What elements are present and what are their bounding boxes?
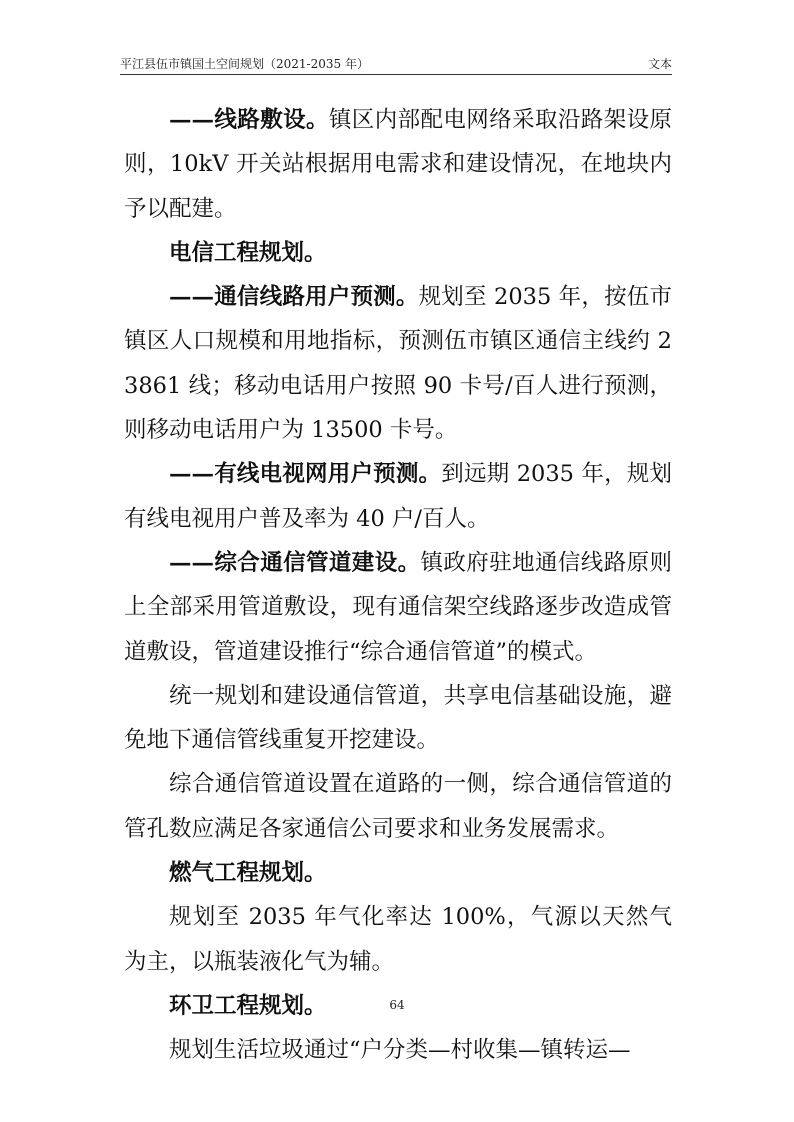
paragraph-text: 镇政府驻地通信线路原则上全部采用管道敷设，现有通信架空线路逐步改造成管道敷设，管道建设推行“综合通信管道”的模式。 [124, 549, 672, 665]
paragraph [124, 895, 672, 984]
paragraph-text: 综合通信管道设置在道路的一侧，综合通信管道的管孔数应满足各家通信公司要求和业务发展需求。 [124, 771, 672, 842]
bold-lead: 电信工程规划。 [169, 239, 327, 266]
body-text [124, 98, 672, 1073]
paragraph [124, 541, 672, 674]
bold-lead: ——线路敷设。 [169, 107, 329, 133]
document-title: 平江县伍市镇国土空间规划（2021-2035 年） [120, 57, 369, 71]
paragraph-text: 规划至 2035 年气化率达 100%，气源以天然气为主，以瓶装液化气为辅。 [124, 904, 672, 975]
paragraph [124, 452, 672, 541]
paragraph-text: 规划至 2035 年，按伍市镇区人口规模和用地指标，预测伍市镇区通信主线约 23861 线；移动电话用户按照 90 卡号/百人进行预测，则移动电话用户为 13500 卡号。 [124, 284, 672, 444]
section-heading [124, 851, 672, 895]
paragraph [124, 98, 672, 231]
page-number: 64 [389, 998, 405, 1012]
paragraph [124, 275, 672, 452]
bold-lead: ——综合通信管道建设。 [169, 549, 421, 576]
paragraph-text: 到远期 2035 年，规划有线电视用户普及率为 40 户/百人。 [124, 461, 672, 532]
bold-lead: ——有线电视网用户预测。 [169, 461, 442, 488]
page-header [120, 52, 672, 75]
section-heading [124, 231, 672, 275]
paragraph [124, 762, 672, 851]
paragraph-text: 镇区内部配电网络采取沿路架设原则，10kV 开关站根据用电需求和建设情况，在地块内予以配建。 [124, 107, 672, 222]
paragraph-text: 统一规划和建设通信管道，共享电信基础设施，避免地下通信管线重复开挖建设。 [124, 682, 672, 754]
bold-lead: ——通信线路用户预测。 [169, 284, 419, 311]
paragraph [124, 674, 672, 763]
bold-lead: 环卫工程规划。 [169, 992, 327, 1019]
section-label: 文本 [647, 57, 672, 71]
bold-lead: 燃气工程规划。 [169, 860, 327, 887]
paragraph-text: 规划生活垃圾通过“户分类—村收集—镇转运— [169, 1037, 631, 1064]
paragraph [124, 1028, 672, 1072]
